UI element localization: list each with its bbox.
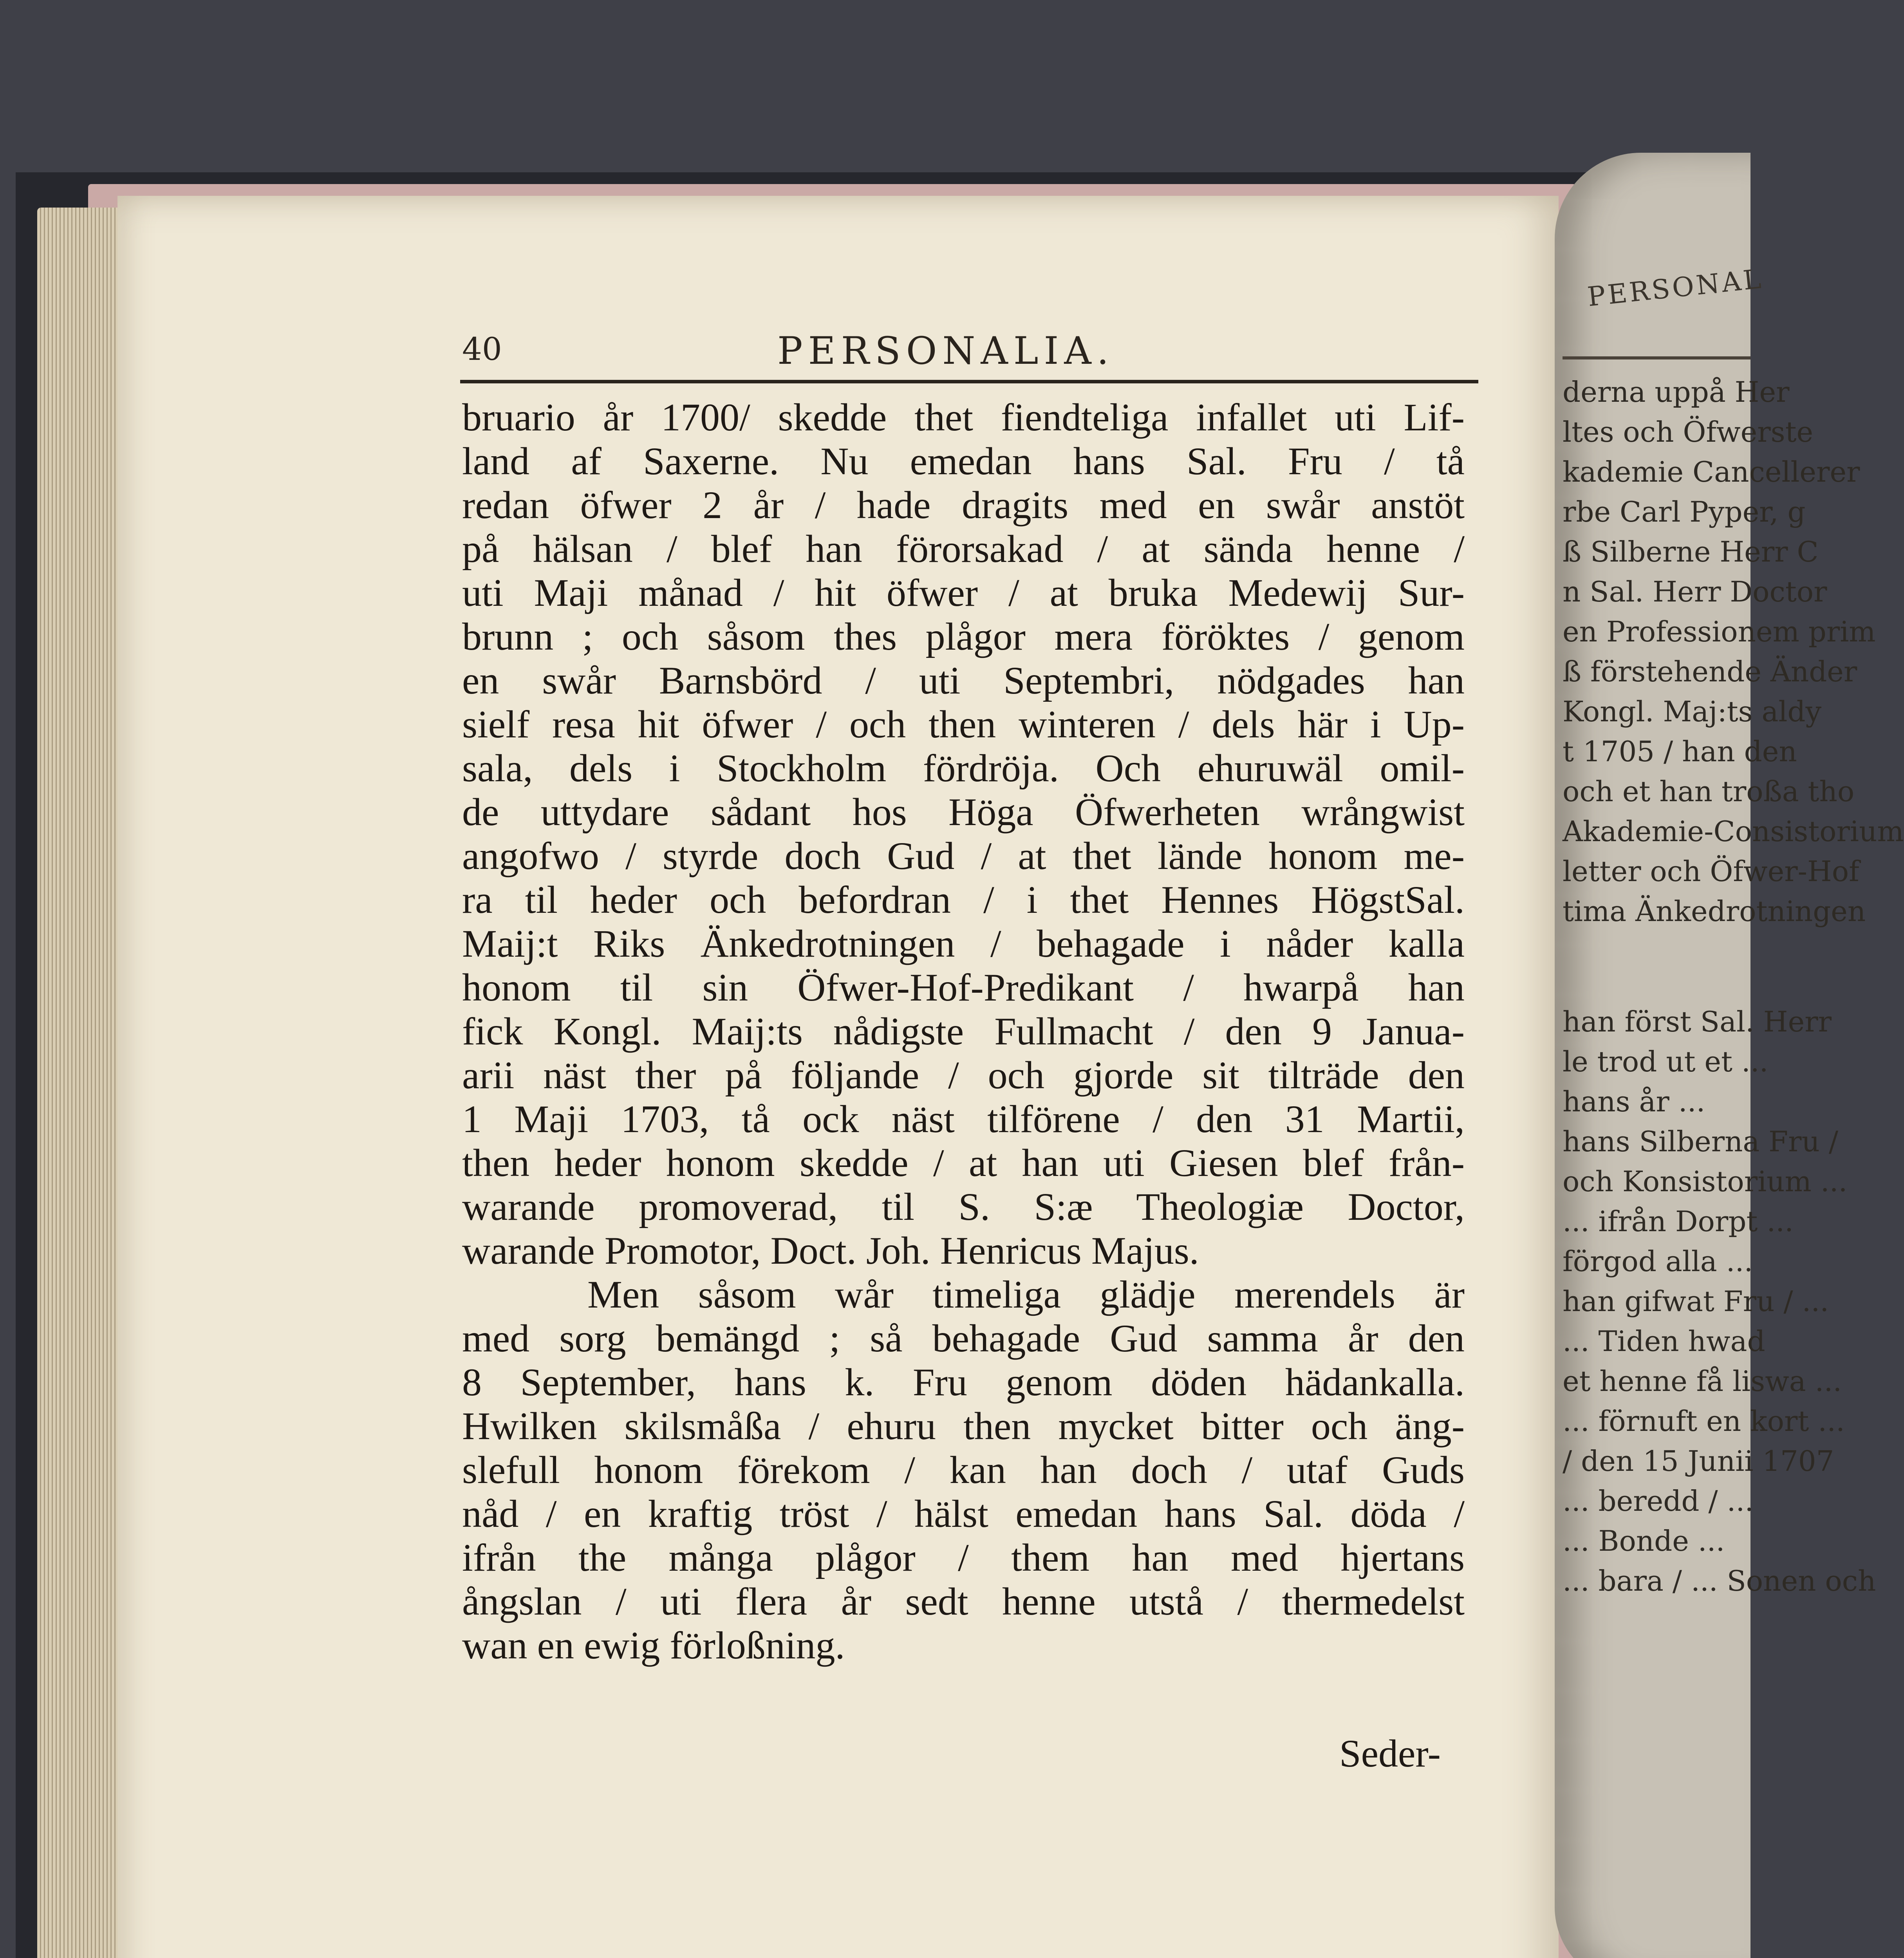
text-line: warande Promotor, Doct. Joh. Henricus Majus. xyxy=(462,1229,1199,1272)
facing-line: och et han troßa tho xyxy=(1563,775,1855,808)
facing-line: et henne få liswa ... xyxy=(1563,1365,1842,1398)
text-line: 8 September, hans k. Fru genom döden hädankalla. xyxy=(462,1360,1465,1404)
text-line: angofwo / styrde doch Gud / at thet lände honom me- xyxy=(462,834,1465,878)
body-text xyxy=(462,396,1465,1667)
facing-line: le trod ut et ... xyxy=(1563,1045,1769,1078)
facing-running-head: PERSONAL xyxy=(1586,263,1765,313)
text-line: sala, dels i Stockholm fördröja. Och ehuruwäl omil- xyxy=(462,746,1465,790)
text-line: ra til heder och befordran / i thet Hennes HögstSal. xyxy=(462,878,1465,921)
text-line: nåd / en kraftig tröst / hälst emedan hans Sal. döda / xyxy=(462,1492,1465,1535)
facing-line: han gifwat Fru / ... xyxy=(1563,1285,1829,1318)
facing-line: n Sal. Herr Doctor xyxy=(1563,575,1827,608)
text-line: uti Maji månad / hit öfwer / at bruka Medewij Sur- xyxy=(462,571,1465,614)
facing-line: ... Tiden hwad xyxy=(1563,1325,1765,1358)
text-line: en swår Barnsbörd / uti Septembri, nödgades han xyxy=(462,659,1465,702)
paragraph-first-line: Men såsom wår timeliga glädje merendels är xyxy=(587,1273,1465,1316)
facing-paragraph-gap xyxy=(1563,931,1747,1002)
page-number: 40 xyxy=(462,331,502,367)
text-line: 1 Maji 1703, tå ock näst tilförene / den 31 Martii, xyxy=(462,1097,1465,1141)
facing-line: ... förnuft en kort ... xyxy=(1563,1405,1845,1438)
text-line: redan öfwer 2 år / hade dragits med en swår anstöt xyxy=(462,483,1465,527)
text-line: ifrån the många plågor / them han med hjertans xyxy=(462,1536,1465,1579)
facing-line: ... Bonde ... xyxy=(1563,1524,1725,1557)
facing-line: Kongl. Maj:ts aldy xyxy=(1563,695,1822,728)
facing-page xyxy=(1555,153,1904,1958)
running-head: PERSONALIA. xyxy=(777,329,1115,373)
text-line: sielf resa hit öfwer / och then winteren / dels här i Up- xyxy=(462,703,1465,746)
text-line: Hwilken skilsmåßa / ehuru then mycket bitter och äng- xyxy=(462,1404,1465,1448)
text-line: honom til sin Öfwer-Hof-Predikant / hwarpå han xyxy=(462,966,1465,1009)
facing-line: hans år ... xyxy=(1563,1085,1705,1118)
header-rule xyxy=(460,380,1478,383)
text-line: bruario år 1700/ skedde thet fiendteliga infallet uti Lif- xyxy=(462,396,1465,439)
text-line: land af Saxerne. Nu emedan hans Sal. Fru / tå xyxy=(462,439,1465,483)
facing-text xyxy=(1563,372,1904,1601)
text-line: på hälsan / blef han förorsakad / at sända henne / xyxy=(462,527,1465,571)
facing-line: förgod alla ... xyxy=(1563,1245,1753,1278)
text-line: arii näst ther på följande / och gjorde sit tilträde den xyxy=(462,1053,1465,1097)
text-line: Maij:t Riks Änkedrotningen / behagade i nåder kalla xyxy=(462,922,1465,965)
facing-line: och Konsistorium ... xyxy=(1563,1165,1848,1198)
facing-line: ltes och Öfwerste xyxy=(1563,415,1814,448)
facing-line: Akademie-Consistorium xyxy=(1563,815,1904,848)
facing-line: letter och Öfwer-Hof xyxy=(1563,855,1859,888)
facing-header-rule xyxy=(1563,356,1750,359)
facing-line: ß Silberne Herr C xyxy=(1563,535,1819,568)
facing-line: ... beredd / ... xyxy=(1563,1485,1754,1517)
text-line: ångslan / uti flera år sedt henne utstå / thermedelst xyxy=(462,1580,1465,1623)
facing-line: t 1705 / han den xyxy=(1563,735,1797,768)
facing-line: rbe Carl Pyper, g xyxy=(1563,495,1806,528)
text-line: wan en ewig förloßning. xyxy=(462,1624,845,1667)
facing-line: ... ifrån Dorpt ... xyxy=(1563,1205,1794,1238)
facing-line: derna uppå Her xyxy=(1563,376,1790,408)
facing-line: han först Sal. Herr xyxy=(1563,1005,1832,1038)
facing-line: en Professionem prim xyxy=(1563,615,1876,648)
facing-line: kademie Cancellerer xyxy=(1563,455,1860,488)
catchword: Seder- xyxy=(1339,1732,1441,1775)
facing-line: ... bara / ... Sonen och xyxy=(1563,1564,1876,1597)
facing-line: / den 15 Junii 1707 xyxy=(1563,1445,1834,1478)
text-line: fick Kongl. Maij:ts nådigste Fullmacht / den 9 Janua- xyxy=(462,1010,1465,1053)
facing-line: hans Silberna Fru / xyxy=(1563,1125,1839,1158)
facing-line: ß förstehende Änder xyxy=(1563,655,1857,688)
text-line: slefull honom förekom / kan han doch / utaf Guds xyxy=(462,1448,1465,1492)
text-line: warande promoverad, til S. S:æ Theologiæ Doctor, xyxy=(462,1185,1465,1228)
text-line: brunn ; och såsom thes plågor mera föröktes / genom xyxy=(462,615,1465,658)
text-line: then heder honom skedde / at han uti Giesen blef från- xyxy=(462,1141,1465,1185)
text-line: de uttydare sådant hos Höga Öfwerheten wrångwist xyxy=(462,790,1465,834)
text-line: med sorg bemängd ; så behagade Gud samma år den xyxy=(462,1317,1465,1360)
facing-line: tima Änkedrotningen xyxy=(1563,895,1866,928)
